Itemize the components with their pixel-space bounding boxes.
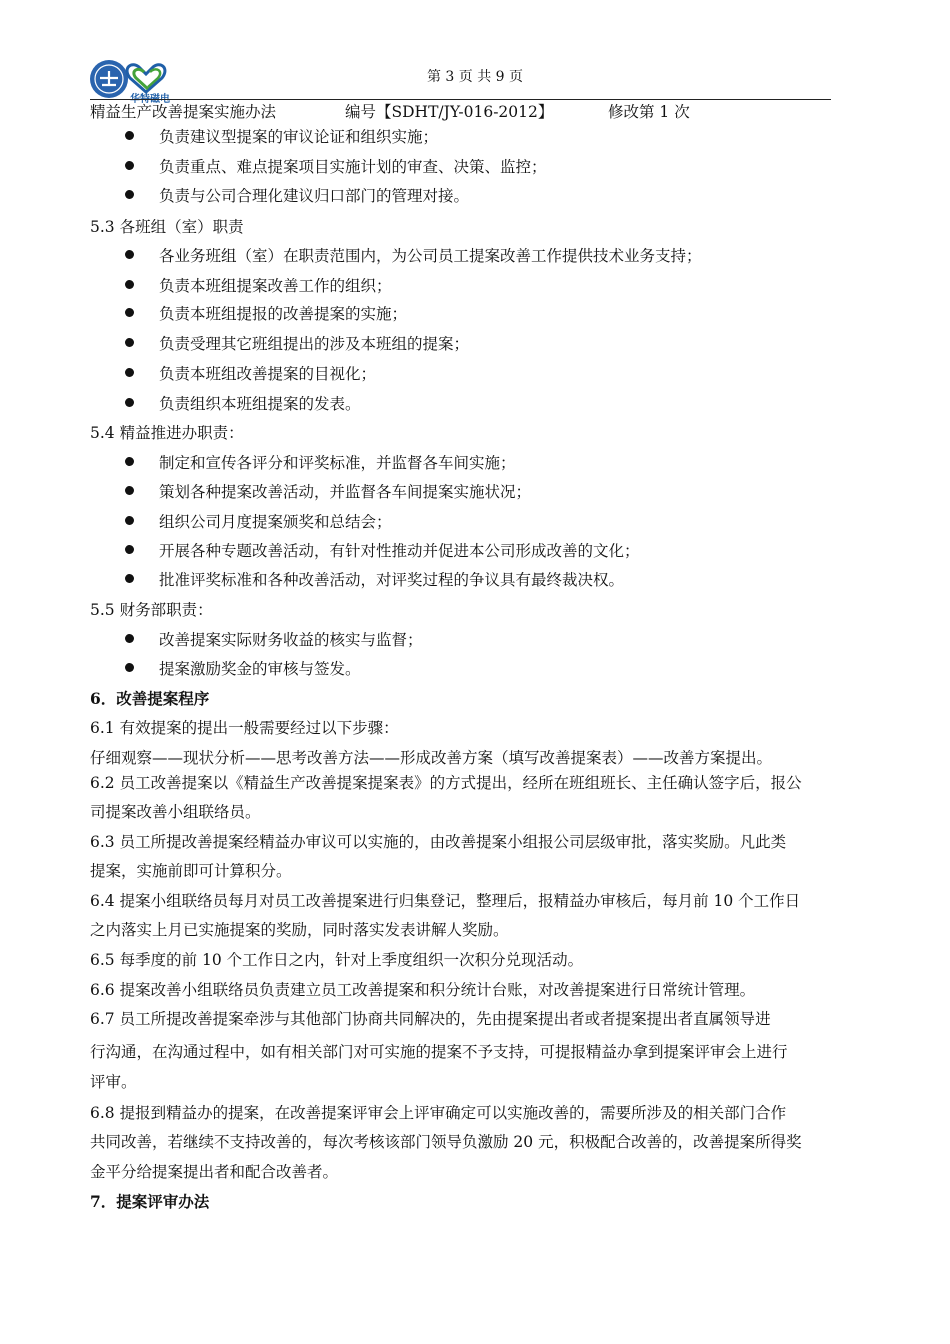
bullet-icon	[125, 634, 134, 643]
bullet-item-text: 负责受理其它班组提出的涉及本班组的提案；	[159, 335, 470, 353]
bullet-icon	[125, 161, 134, 170]
bullet-item-text: 各业务班组（室）在职责范围内，为公司员工提案改善工作提供技术业务支持；	[159, 247, 702, 265]
bullet-icon	[125, 486, 134, 495]
paragraph-line: 共同改善，若继续不支持改善的，每次考核该部门领导负激励 20 元，积极配合改善的，改善提案所得奖	[90, 1133, 802, 1151]
bullet-item-text: 制定和宣传各评分和评奖标准，并监督各车间实施；	[159, 454, 516, 472]
bullet-item-text: 负责本班组提案改善工作的组织；	[159, 277, 392, 295]
paragraph-line: 行沟通，在沟通过程中，如有相关部门对可实施的提案不予支持，可提报精益办拿到提案评审会上进行	[90, 1043, 788, 1061]
bullet-item-text: 负责组织本班组提案的发表。	[159, 395, 361, 413]
doc-code: 编号【SDHT/JY-016-2012】	[345, 103, 554, 121]
bullet-icon	[125, 368, 134, 377]
bullet-icon	[125, 250, 134, 259]
paragraph-line: 仔细观察——现状分析——思考改善方法——形成改善方案（填写改善提案表）——改善方案提出。	[90, 749, 773, 767]
bullet-icon	[125, 663, 134, 672]
revision-label: 修改第 1 次	[608, 103, 690, 121]
doc-title: 精益生产改善提案实施办法	[90, 103, 277, 121]
paragraph-line: 评审。	[90, 1073, 137, 1091]
bullet-item-text: 负责本班组改善提案的目视化；	[159, 365, 377, 383]
paragraph-line: 提案，实施前即可计算积分。	[90, 862, 292, 880]
bullet-item-text: 批准评奖标准和各种改善活动，对评奖过程的争议具有最终裁决权。	[159, 571, 625, 589]
paragraph-line: 6.5 每季度的前 10 个工作日之内，针对上季度组织一次积分兑现活动。	[90, 951, 584, 969]
bullet-item-text: 负责重点、难点提案项目实施计划的审查、决策、监控；	[159, 158, 547, 176]
section-heading: 6．改善提案程序	[90, 689, 210, 708]
paragraph-line: 6.6 提案改善小组联络员负责建立员工改善提案和积分统计台账，对改善提案进行日常统计管理。	[90, 981, 756, 999]
paragraph-line: 金平分给提案提出者和配合改善者。	[90, 1163, 339, 1181]
bullet-icon	[125, 308, 134, 317]
paragraph-line: 6.2 员工改善提案以《精益生产改善提案提案表》的方式提出，经所在班组班长、主任确认签字后，报公	[90, 774, 802, 792]
bullet-icon	[125, 131, 134, 140]
bullet-item-text: 提案激励奖金的审核与签发。	[159, 660, 361, 678]
paragraph-line: 6.1 有效提案的提出一般需要经过以下步骤：	[90, 719, 399, 737]
bullet-icon	[125, 398, 134, 407]
bullet-icon	[125, 280, 134, 289]
subsection-heading: 5.4 精益推进办职责：	[90, 424, 244, 442]
paragraph-line: 之内落实上月已实施提案的奖励，同时落实发表讲解人奖励。	[90, 921, 509, 939]
paragraph-line: 6.4 提案小组联络员每月对员工改善提案进行归集登记，整理后，报精益办审核后，每月前 10 个工作日	[90, 892, 801, 910]
paragraph-line: 6.7 员工所提改善提案牵涉与其他部门协商共同解决的，先由提案提出者或者提案提出者直属领导进	[90, 1010, 771, 1028]
bullet-icon	[125, 574, 134, 583]
page-indicator: 第 3 页 共 9 页	[426, 69, 524, 85]
bullet-item-text: 负责本班组提报的改善提案的实施；	[159, 305, 408, 323]
svg-text:华特磁电: 华特磁电	[130, 94, 170, 104]
subsection-heading: 5.5 财务部职责：	[90, 601, 213, 619]
bullet-icon	[125, 338, 134, 347]
bullet-item-text: 改善提案实际财务收益的核实与监督；	[159, 631, 423, 649]
bullet-icon	[125, 545, 134, 554]
bullet-icon	[125, 457, 134, 466]
bullet-item-text: 开展各种专题改善活动，有针对性推动并促进本公司形成改善的文化；	[159, 542, 640, 560]
paragraph-line: 6.8 提报到精益办的提案，在改善提案评审会上评审确定可以实施改善的，需要所涉及的相关部门合作	[90, 1104, 787, 1122]
bullet-item-text: 负责建议型提案的审议论证和组织实施；	[159, 128, 439, 146]
bullet-item-text: 负责与公司合理化建议归口部门的管理对接。	[159, 187, 470, 205]
paragraph-line: 司提案改善小组联络员。	[90, 803, 261, 821]
paragraph-line: 6.3 员工所提改善提案经精益办审议可以实施的，由改善提案小组报公司层级审批，落实奖励。凡此类	[90, 833, 787, 851]
bullet-item-text: 策划各种提案改善活动，并监督各车间提案实施状况；	[159, 483, 532, 501]
bullet-icon	[125, 190, 134, 199]
section-heading: 7．提案评审办法	[90, 1192, 210, 1211]
subsection-heading: 5.3 各班组（室）职责	[90, 218, 244, 236]
bullet-item-text: 组织公司月度提案颁奖和总结会；	[159, 513, 392, 531]
bullet-icon	[125, 516, 134, 525]
